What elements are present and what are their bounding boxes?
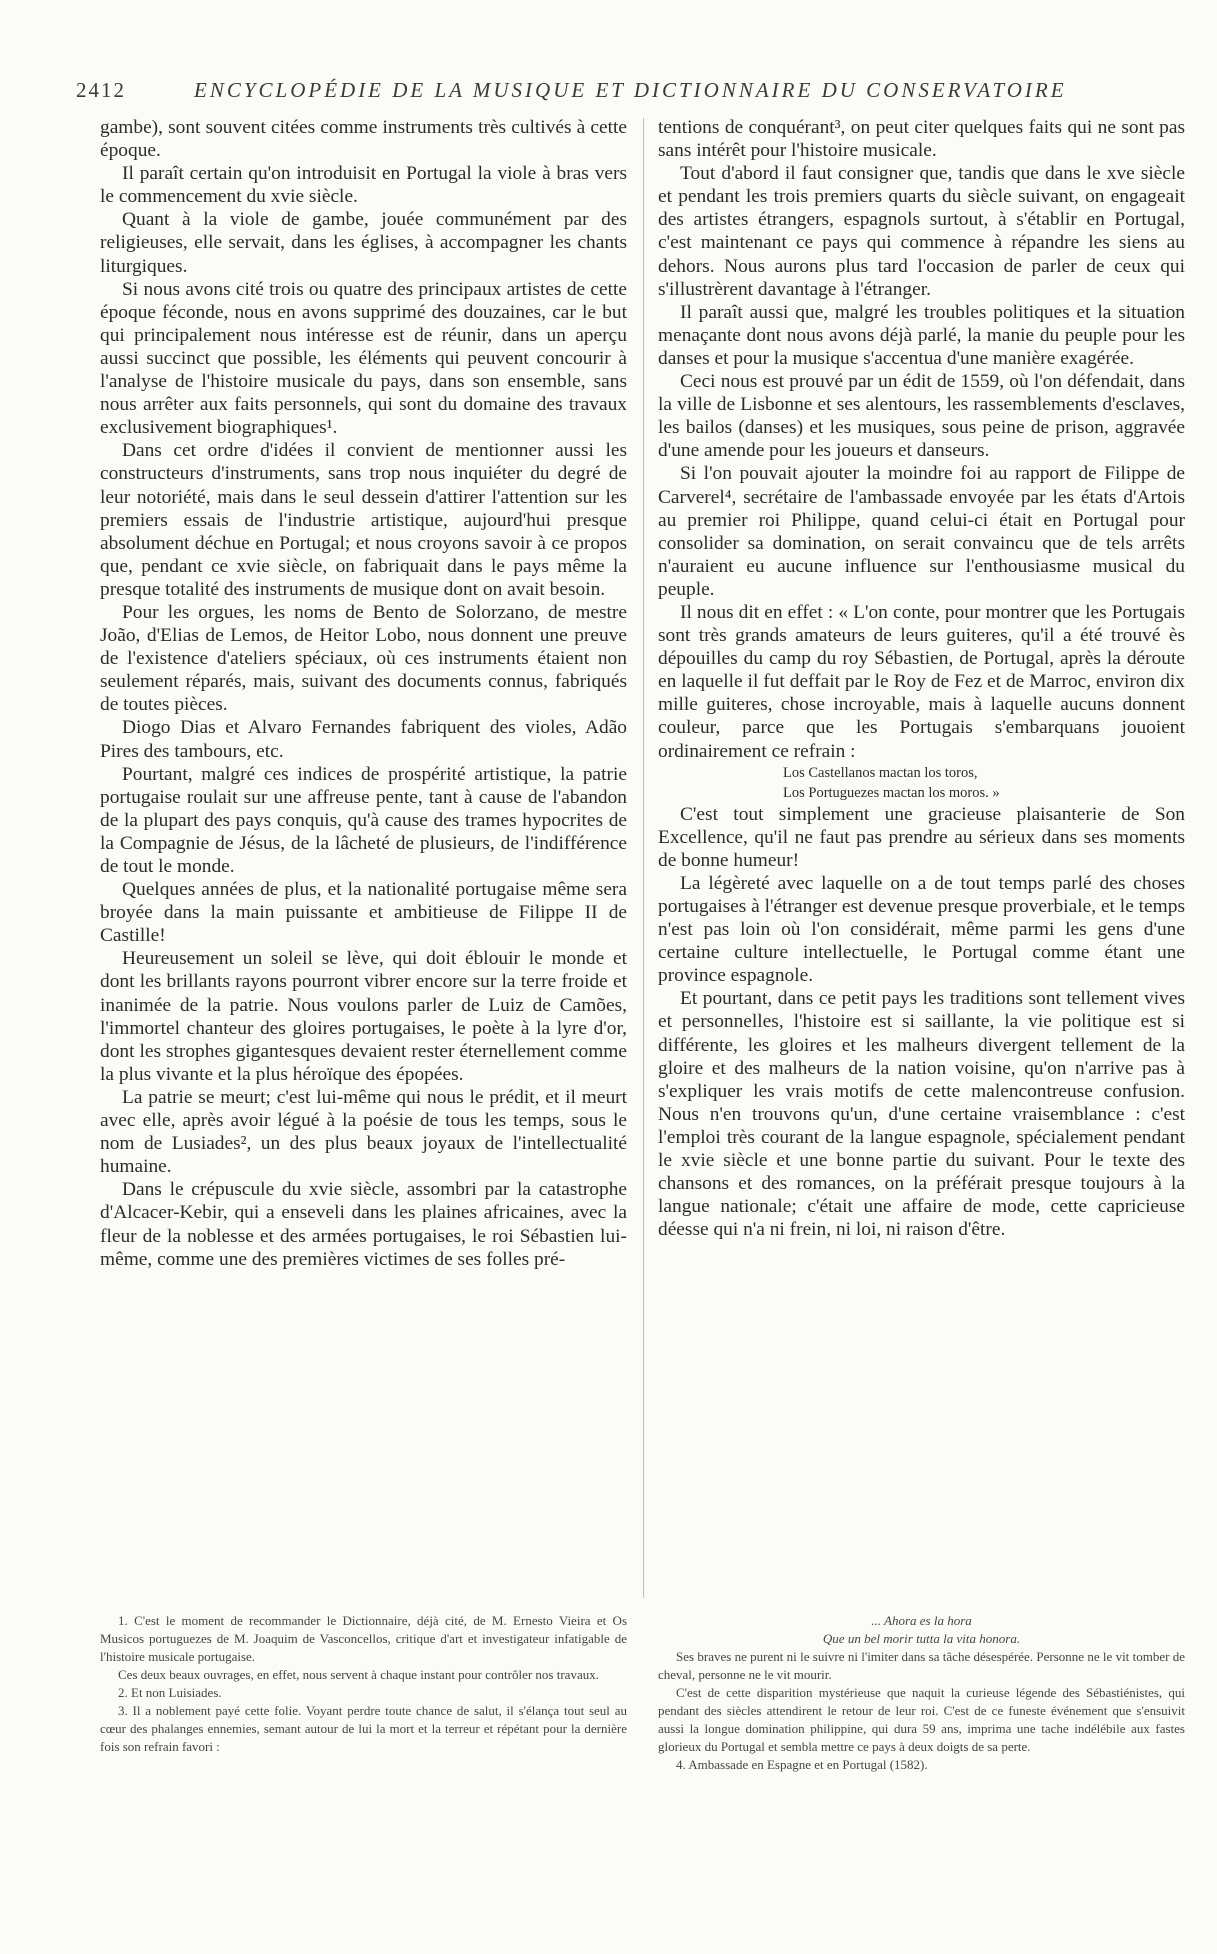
- paragraph: Quant à la viole de gambe, jouée communément par des religieuses, elle servait, dans les églises, à accompagner les chants liturgiques.: [100, 209, 627, 277]
- footnote: Ces deux beaux ouvrages, en effet, nous servent à chaque instant pour contrôler nos travaux.: [118, 1667, 599, 1682]
- paragraph: Pourtant, malgré ces indices de prospérité artistique, la patrie portugaise roulait sur une affreuse pente, tant à cause de l'abandon de la plupart des pays conquis, qu'à cause des trames hypocrites de la Compagnie de Jésus, de la lâcheté de plusieurs, de l'indifférence de tout le monde.: [100, 763, 627, 877]
- paragraph: Pour les orgues, les noms de Bento de Solorzano, de mestre João, d'Elias de Lemos, de Heitor Lobo, nous donnent une preuve de l'existence d'ateliers spéciaux, où ces instruments étaient non seulement réparés, mais, suivant des documents connus, fabriqués de toutes pièces.: [100, 601, 627, 716]
- paragraph: La légèreté avec laquelle on a de tout temps parlé des choses portugaises à l'étranger est devenue presque proverbiale, et le temps n'est pas loin où l'on considérait, même parmi les gens d'une certaine culture intellectuelle, le Portugal comme étant une province espagnole.: [658, 872, 1185, 987]
- paragraph: tentions de conquérant³, on peut citer quelques faits qui ne sont pas sans intérêt pour l'histoire musicale.: [658, 117, 1185, 162]
- paragraph: Il paraît aussi que, malgré les troubles politiques et la situation menaçante dont nous avons déjà parlé, la manie du peuple pour les danses et pour la musique s'accentua d'une manière exagérée.: [658, 301, 1185, 369]
- paragraph: Il nous dit en effet : « L'on conte, pour montrer que les Portugais sont très grands amateurs de leurs guiteres, qu'il a été trouvé ès dépouilles du camp du roy Sébastien, de Portugal, après la déroute en laquelle il fut deffait par le Roy de Fez et de Marroc, environ dix mille guiteres, chose incroyable, mais à laquelle aucuns donnent couleur, parce que les Portugais s'embarquans jouoient ordinairement ce refrain :: [658, 601, 1185, 762]
- footnote: 2. Et non Luisiades.: [118, 1685, 222, 1700]
- paragraph: Il paraît certain qu'on introduisit en Portugal la viole à bras vers le commencement du xvie siècle.: [100, 163, 627, 208]
- paragraph: Si nous avons cité trois ou quatre des principaux artistes de cette époque féconde, nous en avons supprimé des douzaines, car le but qui principalement nous intéresse est de réunir, dans un aperçu aussi succinct que possible, les éléments qui peuvent concourir à l'analyse de l'histoire musicale du pays, dans son ensemble, sans nous arrêter aux faits personnels, qui sont du domaine des travaux exclusivement biographiques¹.: [100, 278, 627, 439]
- footnote: 4. Ambassade en Espagne et en Portugal (1582).: [676, 1757, 928, 1772]
- paragraph: Dans cet ordre d'idées il convient de mentionner aussi les constructeurs d'instruments, sans trop nous inquiéter du degré de leur notoriété, mais dans le seul dessein d'attirer l'attention sur les premiers essais de l'industrie artistique, aujourd'hui presque absolument déchue en Portugal; et nous croyons savoir à ce propos que, pendant ce xvie siècle, on fabriquait dans le pays même la presque totalité des instruments de musique dont on avait besoin.: [100, 440, 627, 600]
- footnote-verse: ... Ahora es la hora: [871, 1613, 972, 1628]
- paragraph: Si l'on pouvait ajouter la moindre foi au rapport de Filippe de Carverel⁴, secrétaire de l'ambassade envoyée par les états d'Artois au premier roi Philippe, quand celui-ci était en Portugal pour consolider sa domination, on serait convaincu que de tels arrêts n'auraient eu aucune influence sur l'enthousiasme musical du peuple.: [658, 463, 1185, 600]
- footnotes-right: [658, 1612, 1185, 1774]
- paragraph: Et pourtant, dans ce petit pays les traditions sont tellement vives et personnelles, l'histoire est si saillante, la vie politique est si différente, les gloires et les malheurs divergent tellement de la gloire et des malheurs de la nation voisine, qu'on n'arrive pas à s'expliquer les vrais motifs de cette malencontreuse confusion. Nous n'en trouvons qu'un, d'une certaine vraisemblance : c'est l'emploi très courant de la langue espagnole, spécialement pendant le xvie siècle et une bonne partie du suivant. Pour le texte des chansons et des romances, on la préférait presque toujours à la langue nationale; c'était une affaire de mode, cette capricieuse déesse qui n'a ni frein, ni loi, ni raison d'être.: [658, 988, 1185, 1241]
- footnote: 3. Il a noblement payé cette folie. Voyant perdre toute chance de salut, il s'élança tout seul au cœur des phalanges ennemies, semant autour de lui la mort et la terreur et répétant pour la dernière fois son refrain favori :: [100, 1703, 627, 1754]
- page-number: 2412: [76, 78, 126, 102]
- running-title: ENCYCLOPÉDIE DE LA MUSIQUE ET DICTIONNAIRE DU CONSERVATOIRE: [194, 78, 1067, 102]
- paragraph: Quelques années de plus, et la nationalité portugaise même sera broyée dans la main puissante et ambitieuse de Filippe II de Castille!: [100, 879, 627, 947]
- verse-line: Los Castellanos mactan los toros,: [783, 764, 978, 781]
- paragraph: gambe), sont souvent citées comme instruments très cultivés à cette époque.: [100, 117, 627, 162]
- right-column: [658, 116, 1185, 1241]
- footnotes-left: [100, 1612, 627, 1756]
- paragraph: Diogo Dias et Alvaro Fernandes fabriquent des violes, Adão Pires des tambours, etc.: [100, 717, 627, 762]
- running-header: [76, 78, 1206, 104]
- column-divider: [643, 118, 644, 1598]
- paragraph: C'est tout simplement une gracieuse plaisanterie de Son Excellence, qu'il ne faut pas prendre au sérieux dans ses moments de bonne humeur!: [658, 803, 1185, 871]
- paragraph: Ceci nous est prouvé par un édit de 1559, où l'on défendait, dans la ville de Lisbonne et ses alentours, les rassemblements d'esclaves, les bailos (danses) et les musiques, sous peine de prison, aggravée d'une amende pour les joueurs et danseurs.: [658, 371, 1185, 462]
- footnote: C'est de cette disparition mystérieuse que naquit la curieuse légende des Sébastiénistes, qui pendant des siècles attendirent le retour de leur roi. C'est de ce funeste événement que s'ensuivit aussi la longue domination philippine, qui dura 59 ans, imprima une tache indélébile aux fastes glorieux du Portugal et sembla mettre ce pays à deux doigts de sa perte.: [658, 1685, 1185, 1754]
- footnote-verse: Que un bel morir tutta la vita honora.: [822, 1631, 1021, 1646]
- verse-line: Los Portuguezes mactan los moros. »: [783, 784, 1000, 801]
- footnote: 1. C'est le moment de recommander le Dictionnaire, déjà cité, de M. Ernesto Vieira et Os Musicos portuguezes de M. Joaquim de Vasconcellos, critique d'art et investigateur infatigable de l'histoire musicale portugaise.: [100, 1613, 627, 1664]
- paragraph: La patrie se meurt; c'est lui-même qui nous le prédit, et il meurt avec elle, après avoir légué à la poésie de tous les temps, sous le nom de Lusiades², un des plus beaux joyaux de l'intellectualité humaine.: [100, 1086, 627, 1178]
- footnote: Ses braves ne purent ni le suivre ni l'imiter dans sa tâche désespérée. Personne ne le vit tomber de cheval, personne ne le vit mourir.: [658, 1649, 1185, 1682]
- paragraph: Tout d'abord il faut consigner que, tandis que dans le xve siècle et pendant les trois premiers quarts du siècle suivant, on engageait des artistes étrangers, espagnols surtout, à s'établir en Portugal, c'est maintenant ce pays qui commence à répandre les siens au dehors. Nous aurons plus tard l'occasion de parler de ceux qui s'illustrèrent davantage à l'étranger.: [658, 163, 1185, 300]
- left-column: [100, 116, 627, 1271]
- paragraph: Dans le crépuscule du xvie siècle, assombri par la catastrophe d'Alcacer-Kebir, qui a enseveli dans les plaines africaines, avec la fleur de la noblesse et des armées portugaises, le roi Sébastien lui-même, comme une des premières victimes de ses folles pré-: [100, 1179, 627, 1270]
- paragraph: Heureusement un soleil se lève, qui doit éblouir le monde et dont les brillants rayons pourront vibrer encore sur la terre froide et inanimée de la patrie. Nous voulons parler de Luiz de Camões, l'immortel chanteur des gloires portugaises, le poète à la lyre d'or, dont les strophes gigantesques devaient rester éternellement comme la plus vivante et la plus héroïque des épopées.: [100, 948, 627, 1085]
